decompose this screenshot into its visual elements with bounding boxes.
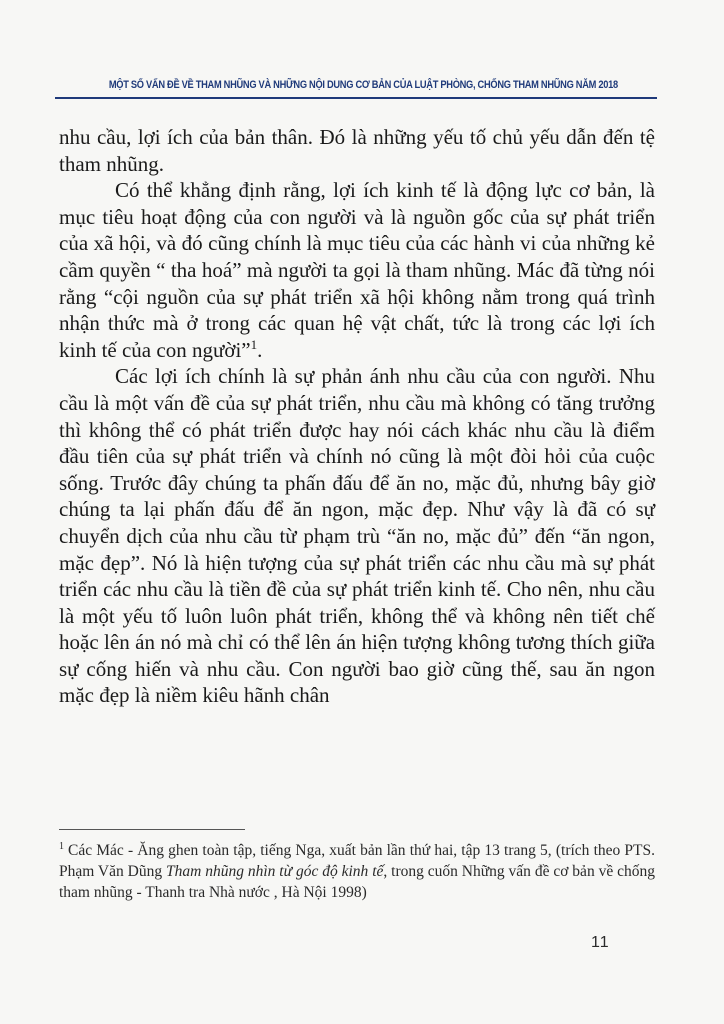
footnote-citation-end: , trong cuốn Những vấn đề cơ bản về chống tham nhũng - Thanh tra Nhà nước , Hà Nội 1998) <box>59 863 655 901</box>
paragraph-2-text: Có thể khẳng định rằng, lợi ích kinh tế là động lực cơ bản, là mục tiêu hoạt động của con người và là nguồn gốc của sự phát triển của xã hội, và đó cũng chính là mục tiêu của các hành vi của những kẻ cầm quyền “ tha hoá” mà người ta gọi là tham nhũng. Mác đã từng nói rằng “cội nguồn của sự phát triển xã hội không nằm trong quá trình nhận thức mà ở trong các quan hệ vật chất, tức là trong các lợi ích kinh tế của con người” <box>59 178 655 362</box>
footnote-text <box>59 840 655 903</box>
footnote-citation: Các Mác - Ăng ghen toàn tập, tiếng Nga, xuất bản lần thứ hai, tập 13 trang 5, (trích theo PTS. Phạm Văn Dũng <box>59 842 655 880</box>
paragraph-3: Các lợi ích chính là sự phản ánh nhu cầu của con người. Nhu cầu là một vấn đề của sự phát triển, nhu cầu mà không có tăng trưởng thì không thể có phát triển được hay nói cách khác nhu cầu là điểm đầu tiên của sự phát triển và chính nó cũng là một đòi hỏi của cuộc sống. Trước đây chúng ta phấn đấu để ăn no, mặc đủ, nhưng bây giờ chúng ta lại phấn đấu để ăn ngon, mặc đẹp. Như vậy là đã có sự chuyển dịch của nhu cầu từ phạm trù “ăn no, mặc đủ” đến “ăn ngon, mặc đẹp”. Nó là hiện tượng của sự phát triển các nhu cầu mà sự phát triển các nhu cầu là tiền đề của sự phát triển kinh tế. Cho nên, nhu cầu là một yếu tố luôn luôn phát triển, không thể và không nên tiết chế hoặc lên án nó mà chỉ có thể lên án hiện tượng không tương thích giữa sự cống hiến và nhu cầu. Con người bao giờ cũng thế, sau ăn ngon mặc đẹp là niềm kiêu hãnh chân <box>59 364 655 708</box>
header-rule <box>55 97 657 99</box>
page-number: 11 <box>591 934 610 951</box>
footnote <box>59 840 655 903</box>
paragraph-2 <box>59 177 655 363</box>
paragraph-1: nhu cầu, lợi ích của bản thân. Đó là những yếu tố chủ yếu dẫn đến tệ tham nhũng. <box>59 125 655 176</box>
footnote-reference: 1 <box>250 336 258 352</box>
footnote-mark: 1 <box>59 841 64 852</box>
footnote-rule <box>59 829 245 830</box>
paragraph-2-end: . <box>257 337 263 362</box>
body-text <box>59 124 655 709</box>
footnote-italic-title: Tham nhũng nhìn từ góc độ kinh tế <box>165 863 384 880</box>
running-header: MỘT SỐ VẤN ĐỀ VỀ THAM NHŨNG VÀ NHỮNG NỘI DUNG CƠ BẢN CỦA LUẬT PHÒNG, CHỐNG THAM NHŨNG NĂM 2018 <box>108 79 618 91</box>
